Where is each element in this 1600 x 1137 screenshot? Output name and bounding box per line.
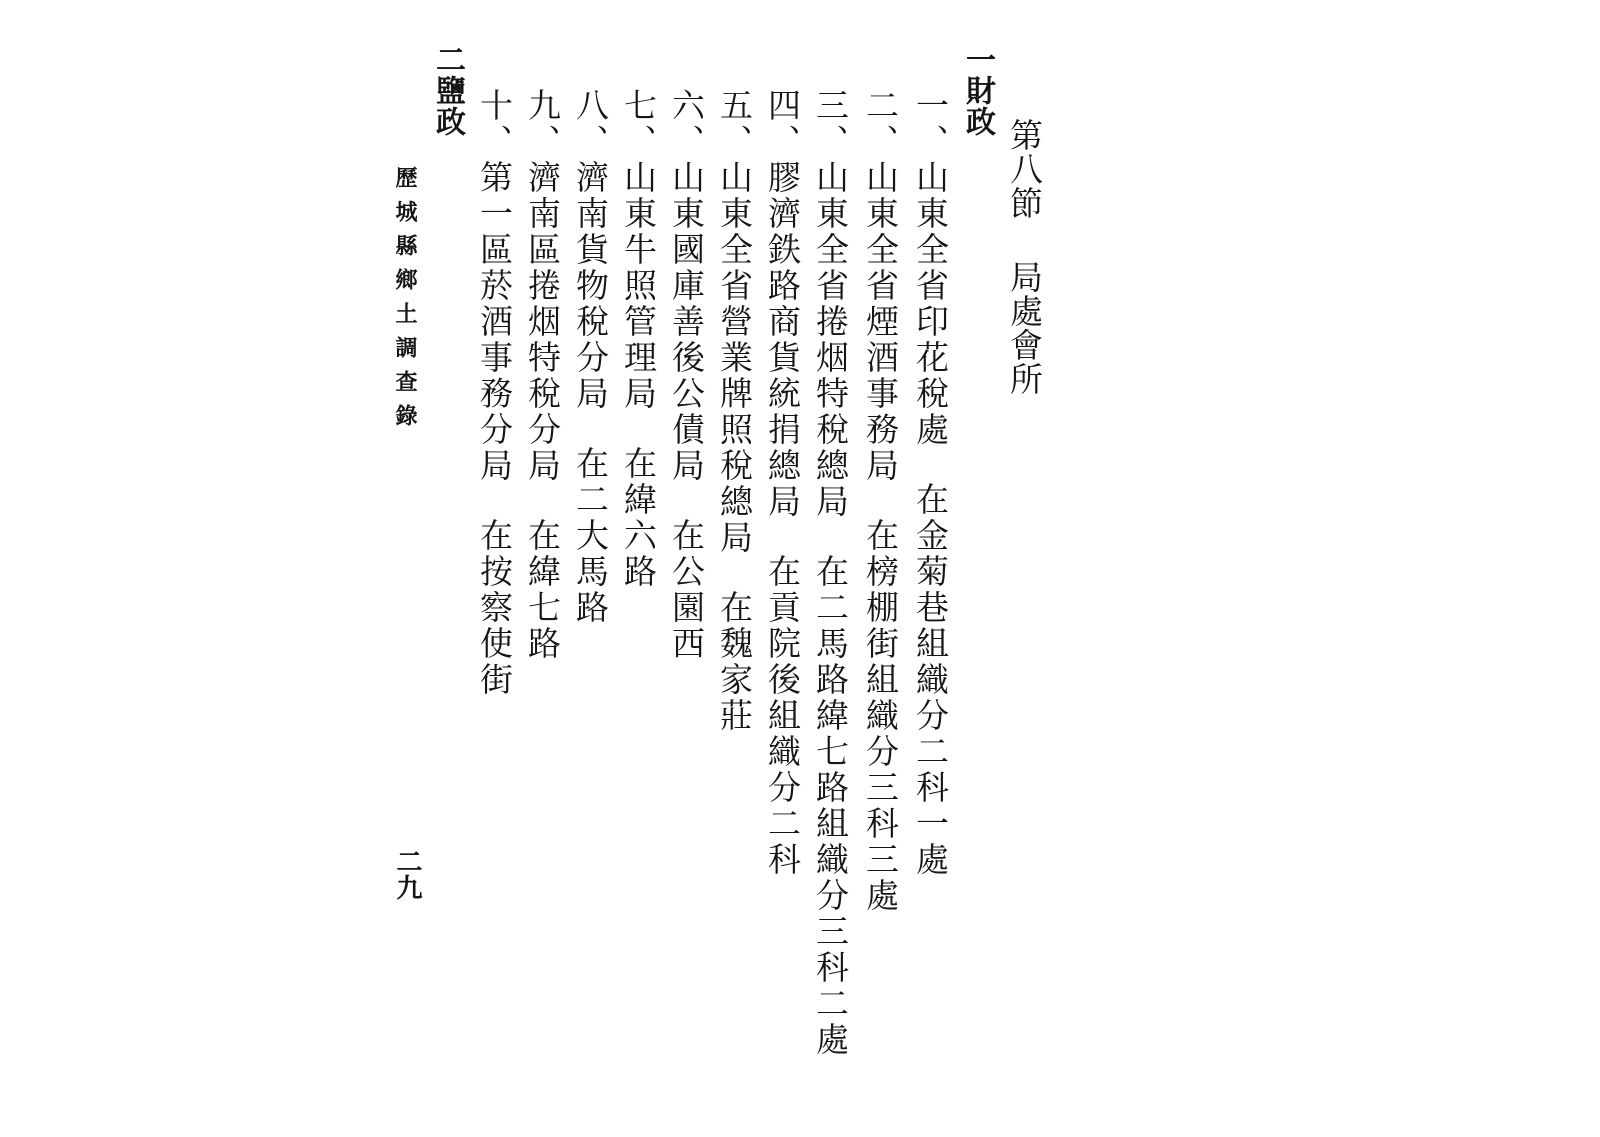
list-item-9 <box>523 88 562 662</box>
item-location: 在貢院後組織分二科 <box>763 554 802 878</box>
heading-finance: 一財政 <box>960 44 995 137</box>
item-location: 在公園西 <box>667 518 706 662</box>
item-number: 二、 <box>861 88 900 160</box>
list-item-4 <box>763 88 802 878</box>
list-item-10 <box>475 88 514 698</box>
item-name: 山東全省捲烟特稅總局 <box>811 160 850 520</box>
item-number: 三、 <box>811 88 850 160</box>
item-name: 濟南區捲烟特稅分局 <box>523 160 562 484</box>
item-name: 山東牛照管理局 <box>619 160 658 412</box>
section-number: 第八節 <box>1005 118 1044 220</box>
item-location: 在金菊巷組織分二科一處 <box>911 482 950 878</box>
item-location: 在緯六路 <box>619 446 658 590</box>
item-name: 山東國庫善後公債局 <box>667 160 706 484</box>
item-number: 一、 <box>911 88 950 160</box>
list-item-5 <box>715 88 754 734</box>
item-name: 山東全省營業牌照稅總局 <box>715 160 754 556</box>
item-number: 五、 <box>715 88 754 160</box>
section-title <box>1005 118 1044 396</box>
list-item-1 <box>911 88 950 878</box>
item-number: 九、 <box>523 88 562 160</box>
item-location: 在二馬路緯七路組織分三科二處 <box>811 554 850 1058</box>
item-name: 山東全省煙酒事務局 <box>861 160 900 484</box>
heading-salt: 二鹽政 <box>430 44 465 137</box>
list-item-2 <box>861 88 900 914</box>
item-name: 濟南貨物稅分局 <box>571 160 610 412</box>
item-location: 在魏家莊 <box>715 590 754 734</box>
page-number: 二九 <box>392 848 422 900</box>
book-title: 歷城縣鄉土調查錄 <box>392 166 418 438</box>
item-number: 七、 <box>619 88 658 160</box>
item-name: 第一區菸酒事務分局 <box>475 160 514 484</box>
list-item-8 <box>571 88 610 626</box>
item-number: 八、 <box>571 88 610 160</box>
item-location: 在緯七路 <box>523 518 562 662</box>
item-location: 在按察使街 <box>475 518 514 698</box>
list-item-6 <box>667 88 706 662</box>
item-name: 山東全省印花稅處 <box>911 160 950 448</box>
item-name: 膠濟鉄路商貨統捐總局 <box>763 160 802 520</box>
item-number: 四、 <box>763 88 802 160</box>
item-number: 六、 <box>667 88 706 160</box>
item-number: 十、 <box>475 88 514 160</box>
list-item-7 <box>619 88 658 590</box>
item-location: 在二大馬路 <box>571 446 610 626</box>
list-item-3 <box>811 88 850 1058</box>
section-name: 局處會所 <box>1005 260 1044 396</box>
item-location: 在榜棚街組織分三科三處 <box>861 518 900 914</box>
